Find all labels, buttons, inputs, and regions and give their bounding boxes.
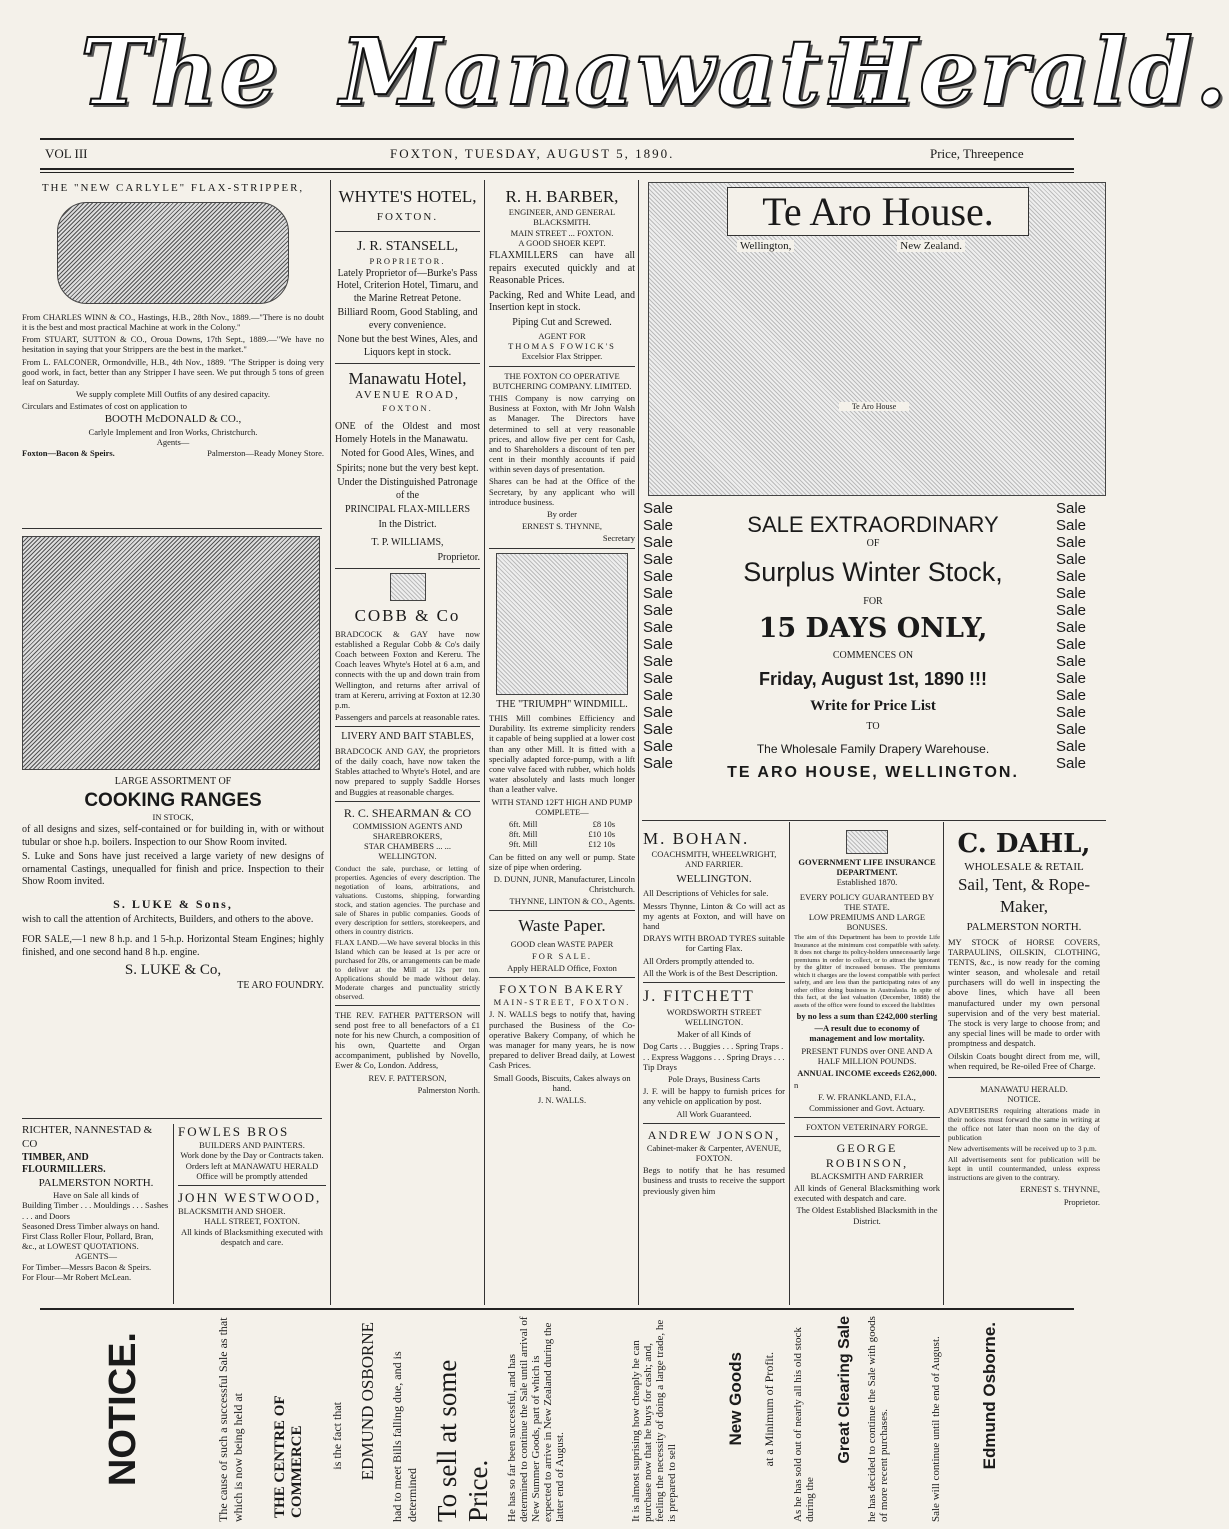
shearman-text: Conduct the sale, purchase, or letting of properties. Agencies of every description. The negotiation of loans, arbitrations, and valuations. Customs, shipping, forwarding stock, and station agencies. The purchase and sale of Shares in public companies. Goods of every description for settlers, storekeepers, and others in country districts. (335, 863, 480, 936)
barber-packing: Packing, Red and White Lead, and Insertion kept in stock. (489, 289, 635, 313)
windmill-fitted: Can be fitted on any well or pump. State size of pipe when ordering. (489, 851, 635, 872)
whytes-foxton: FOXTON. (376, 211, 439, 224)
fowles-sub: BUILDERS AND PAINTERS. (199, 1140, 305, 1151)
luke-castings-text: S. Luke and Sons have just received a large variety of new designs of ornamental Castings, unequalled for finish and price. Inspection to their Show Room invited. (22, 851, 324, 888)
richter-building: Building Timber . . . Mouldings . . . Sashes . . . and Doors (22, 1200, 169, 1221)
richter-seasoned: Seasoned Dress Timber always on hand. (22, 1220, 160, 1231)
sale-of: OF (866, 538, 880, 549)
fowles-work: Work done by the Day or Contracts taken. (180, 1150, 324, 1161)
bohan-place: WELLINGTON. (676, 872, 752, 885)
divider (335, 363, 480, 364)
cobb-title: COBB & Co (354, 606, 461, 626)
divider (173, 1124, 174, 1304)
dahl-oilskin: Oilskin Coats bought direct from me, will, when required, be Re-oiled Free of Charge. (948, 1050, 1100, 1071)
price: Price, Threepence (930, 146, 1024, 161)
wholesale-warehouse: The Wholesale Family Drapery Warehouse. (756, 742, 990, 756)
cooking-ranges-title: COOKING RANGES (84, 789, 262, 811)
richter-agent-flour: For Flour—Mr Robert McLean. (22, 1271, 132, 1282)
waste-paper-title: Waste Paper. (518, 916, 606, 936)
fitchett-pole: Pole Drays, Business Carts (667, 1074, 761, 1084)
notice-all-ads: All advertisements sent for publication will be kept in until countermanded, unless express instructions are given to the contrary. (948, 1155, 1100, 1183)
fifteen-days-only: 15 DAYS ONLY, (758, 613, 988, 644)
manawatu-foxton: FOXTON. (382, 403, 433, 414)
manawatu-noted: Noted for Good Ales, Wines, and (340, 448, 474, 460)
column-rule (484, 180, 485, 1305)
osborne-continue: Sale will continue until the end of August. (930, 1336, 942, 1522)
williams-proprietor: Proprietor. (437, 551, 480, 563)
richter-ad (22, 1124, 170, 1304)
bohan-drays: DRAYS WITH BROAD TYRES suitable for Carting Flax. (643, 933, 785, 954)
manawatu-patronage: Under the Distinguished Patronage of the (337, 477, 478, 501)
sale-extraordinary-ad (690, 512, 1056, 782)
windmill-text: THIS Mill combines Efficiency and Durability. Its extreme simplicity renders it capable of being supplied at a lower cost than any other Mill. It is fitted with a specially adapted force-pump, with a lift cone valve faced with rubber, which holds water absolutely and lasts much longer than a leather valve. (489, 713, 635, 795)
osborne-cause: The cause of such a successful Sale as that which is now being held at (216, 1317, 245, 1522)
te-aro-title: Te Aro House. (727, 187, 1029, 236)
shearman-addr: STAR CHAMBERS ... ... WELLINGTON. (364, 841, 451, 862)
stansell-lately: Lately Proprietor of—Burke's Pass Hotel, Criterion Hotel, Timaru, and the Marine Retreat Petone. (336, 267, 479, 304)
divider (335, 231, 480, 232)
manawatu-spirits: Spirits; none but the very best kept. (336, 462, 479, 474)
column-2 (335, 186, 480, 1304)
patterson-place: Palmerston North. (417, 1084, 480, 1095)
agents-label: Agents— (156, 437, 190, 448)
cobb-passengers: Passengers and parcels at reasonable rates. (335, 712, 480, 723)
divider (335, 1005, 480, 1006)
osborne-bills: had to meet Bills falling due, and is determined (390, 1351, 419, 1522)
manawatu-hotel: Manawatu Hotel, (348, 369, 467, 389)
vet-forge: FOXTON VETERINARY FORGE. (806, 1121, 928, 1132)
te-aro-nz: New Zealand. (897, 240, 965, 252)
robinson-oldest: The Oldest Established Blacksmith in the District. (796, 1205, 938, 1226)
te-aro-house-engraving (648, 182, 1106, 496)
westwood-street: HALL STREET, FOXTON. (204, 1216, 300, 1227)
column-rule (638, 180, 639, 1305)
te-aro-sign: Te Aro House (839, 402, 909, 411)
masthead-word-manawatu: Manawatu (340, 18, 893, 126)
dahl-sail: Sail, Tent, & Rope-Maker, (957, 875, 1091, 916)
divider (948, 1077, 1100, 1078)
commences-on: COMMENCES ON (832, 650, 914, 661)
osborne-minimum: at a Minimum of Profit. (762, 1352, 776, 1467)
te-aro-footer: TE ARO HOUSE, WELLINGTON. (727, 764, 1019, 781)
notice-title: NOTICE. (1007, 1094, 1041, 1105)
richter-hand: Have on Sale all kinds of (53, 1190, 139, 1201)
agent-foxton: Foxton—Bacon & Speirs. (22, 447, 115, 458)
testimonial: From CHARLES WINN & CO., Hastings, H.B., 28th Nov., 1889.—"There is no doubt it is the best and most practical Machine at work in the Colony." (22, 311, 324, 332)
fowles-westwood-ads (178, 1124, 326, 1304)
barber-shoer: A GOOD SHOER KEPT. (518, 237, 606, 248)
dateline-rule-bottom (40, 172, 1074, 173)
fowles-name: FOWLES BROS (178, 1124, 290, 1139)
jonson-name: ANDREW JONSON, (647, 1127, 781, 1142)
govt-established: Established 1870. (836, 877, 898, 888)
osborne-sell: To sell at some Price. (432, 1359, 493, 1522)
avenue-road: AVENUE ROAD, (355, 389, 460, 402)
windmill-title: THE "TRIUMPH" WINDMILL. (496, 698, 628, 710)
booth-mcdonald: BOOTH McDONALD & CO., (104, 413, 242, 426)
column-6-lower (948, 828, 1100, 1304)
bohan-orders: All Orders promptly attended to. (643, 955, 755, 966)
te-aro-wellington: Wellington, (737, 240, 794, 252)
bakery-small-goods: Small Goods, Biscuits, Cakes always on hand. (493, 1072, 631, 1093)
westwood-name: JOHN WESTWOOD, (178, 1190, 322, 1205)
livery-text: BRADCOCK AND GAY, the proprietors of the daily coach, have now taken the Stables attached to Whyte's Hotel, and are now prepared to supply Saddle Horses and Buggies at reasonable charges. (335, 745, 480, 797)
carlyle-ad (22, 182, 324, 522)
divider (335, 726, 480, 727)
divider (22, 1118, 322, 1119)
barber-piping: Piping Cut and Screwed. (512, 316, 612, 328)
osborne-notice: NOTICE. (102, 1332, 144, 1487)
circulars: Circulars and Estimates of cost on application to (22, 401, 188, 412)
sale-to: TO (866, 721, 880, 732)
fitchett-maker: Maker of all Kinds of (677, 1029, 751, 1040)
bakery-street: MAIN-STREET, FOXTON. (493, 997, 631, 1008)
cooking-ranges-ad (22, 536, 324, 1016)
shearman-flax-land: FLAX LAND.—We have several blocks in this Island which can be leased at 1s per acre or purchased for 20s, or arrangements can be made to deliver at the Mill at 12s per ton. Applications should be made without delay. Moderate charges and punctuality strictly observed. (335, 937, 480, 1001)
osborne-new-goods: New Goods (726, 1352, 745, 1446)
stansell-proprietor: PROPRIETOR. (369, 255, 446, 266)
robinson-sub: BLACKSMITH AND FARRIER (810, 1170, 924, 1181)
masthead (0, 10, 1229, 140)
osborne-centre: THE CENTRE OF COMMERCE (272, 1396, 305, 1518)
govt-low: LOW PREMIUMS AND LARGE BONUSES. (808, 911, 926, 933)
crest-icon (846, 830, 888, 854)
osborne-clearing: Great Clearing Sale (836, 1316, 853, 1464)
masthead-word-the: The (80, 18, 280, 126)
bakery-title: FOXTON BAKERY (498, 982, 626, 997)
shearman-sub: COMMISSION AGENTS AND SHAREBROKERS, (352, 820, 463, 841)
coop-text: THIS Company is now carrying on Business at Foxton, with Mr John Walsh as Manager. The Directors have determined to sell at very reasonable prices, and allow five per cent for Cash, and to Shareholders a discount of ten per cent in their monthly accounts if paid within seven days of presentation. (489, 392, 635, 475)
richter-name: RICHTER, NANNESTAD & CO (22, 1124, 153, 1150)
divider (335, 801, 480, 802)
masthead-rule (40, 138, 1074, 140)
richter-flour: First Class Roller Flour, Pollard, Bran, &c., at LOWEST QUOTATIONS. (22, 1231, 154, 1252)
richter-place: PALMERSTON NORTH. (38, 1176, 154, 1189)
testimonial: From STUART, SUTTON & CO., Oroua Downs, 17th Sept., 1889.—"We have no hesitation in saying that your Strippers are the best in the market." (22, 334, 324, 355)
windmill-price-row: 9ft. Mill £12 10s (509, 839, 615, 850)
write-for-price-list: Write for Price List (810, 698, 936, 714)
ranges-text: of all designs and sizes, self-contained or for building in, with or without tubular or shoe h.p. boilers. Inspection to our Show Room invited. (22, 824, 324, 848)
divider (178, 1185, 326, 1186)
notice-proprietor: Proprietor. (1063, 1196, 1100, 1207)
coop-title: THE FOXTON CO OPERATIVE BUTCHERING COMPANY. LIMITED. (492, 370, 632, 391)
notice-text: ADVERTISERS requiring alterations made in their notices must forward the same in writing at the office not later than noon on the day of publication (948, 1106, 1100, 1143)
coop-thynne: ERNEST S. THYNNE, (522, 521, 602, 532)
coat-of-arms-icon (390, 573, 426, 601)
divider (794, 1136, 940, 1137)
dahl-name: C. DAHL, (957, 829, 1091, 859)
surplus-winter-stock: Surplus Winter Stock, (743, 557, 1003, 587)
patterson-text: THE REV. FATHER PATTERSON will send post free to all benefactors of a £1 note for his new Church, a composition of his own, Quartette and Organ accompaniment, published by Novello, Ewer & Co, London. Address, (335, 1009, 480, 1071)
fitchett-items: Dog Carts . . . Buggies . . . Spring Traps . . . Express Waggons . . . Spring Drays . . . Tip Drays (643, 1041, 785, 1072)
govt-present: PRESENT FUNDS over ONE AND A HALF MILLION POUNDS. (801, 1045, 933, 1066)
windmill-price-row: 8ft. Mill £10 10s (509, 829, 615, 840)
dahl-text: MY STOCK of HORSE COVERS, TARPAULINS, OILSKIN, CLOTHING, TENTS, &c., is now ready for the coming winter season, and wholesale and retail purchasers will do well in inspecting the above lines, which have all been manufactured under my own personal supervision and of the very best material. The stock is very large to choose from; and any special lines will be made to order with promptness and despatch. (948, 936, 1100, 1049)
bohan-name: M. BOHAN. (643, 829, 750, 848)
carlyle-title: THE "NEW CARLYLE" FLAX-STRIPPER, (41, 182, 305, 194)
osborne-decided: he has decided to continue the Sale with goods of more recent purchases. (866, 1316, 890, 1522)
te-aro-foundry: TE ARO FOUNDRY. (237, 980, 324, 992)
shearman-name: R. C. SHEARMAN & CO (343, 805, 472, 820)
mill-outfits: We supply complete Mill Outfits of any desired capacity. (76, 389, 270, 400)
fowles-orders: Orders left at MANAWATU HERALD Office will be promptly attended (185, 1160, 319, 1181)
govt-n: n (794, 1080, 799, 1091)
richter-agents: AGENTS— (74, 1251, 118, 1262)
stansell-billiard: Billiard Room, Good Stabling, and every convenience. (337, 307, 478, 331)
column-rule (330, 180, 331, 1305)
robinson-text: All kinds of General Blacksmithing work executed with despatch and care. (794, 1183, 940, 1204)
fitchett-text: J. F. will be happy to furnish prices for any vehicle on application by post. (643, 1086, 785, 1107)
windmill-engraving (496, 553, 628, 695)
kitchen-range-engraving (22, 536, 320, 770)
divider (643, 1123, 785, 1124)
osborne-fact: is the fact that (330, 1402, 344, 1470)
stansell-wines: None but the best Wines, Ales, and Liquors kept in stock. (337, 334, 478, 358)
fitchett-guaranteed: All Work Guaranteed. (676, 1108, 752, 1119)
booth-sub: Carlyle Implement and Iron Works, Christchurch. (88, 427, 258, 438)
column-rule (943, 822, 944, 1305)
dateline-rule-top (40, 168, 1074, 170)
waste-paper-apply: Apply HERALD Office, Foxton (507, 963, 617, 974)
windmill-stand: WITH STAND 12FT HIGH AND PUMP COMPLETE— (491, 796, 633, 817)
column-rule (789, 822, 790, 1305)
luke-wish: wish to call the attention of Architects, Builders, and others to the above. (22, 913, 314, 925)
manawatu-oldest: ONE of the Oldest and most Homely Hotels in the Manawatu. (335, 421, 480, 445)
notice-sig: ERNEST S. THYNNE, (1020, 1184, 1100, 1195)
dahl-sub: WHOLESALE & RETAIL (964, 860, 1084, 873)
manawatu-principal: PRINCIPAL FLAX-MILLERS (344, 504, 471, 516)
divider (22, 528, 322, 529)
bohan-vehicles: All Descriptions of Vehicles for sale. (643, 888, 769, 899)
flax-stripper-engraving (57, 202, 289, 304)
barber-excelsior: Excelsior Flax Stripper. (521, 351, 603, 362)
divider (794, 1117, 940, 1118)
bohan-messrs: Messrs Thynne, Linton & Co will act as my agents at Foxton, and will have on hand (643, 900, 785, 931)
sale-column-right: Sale Sale Sale Sale Sale Sale Sale Sale Sale Sale Sale Sale Sale Sale Sale Sale (1056, 500, 1087, 772)
column-4-lower (643, 828, 785, 1304)
govt-title: GOVERNMENT LIFE INSURANCE DEPARTMENT. (798, 857, 936, 878)
column-5-lower (794, 830, 940, 1304)
coop-by-order: By order (547, 509, 577, 519)
masthead-word-herald: Herald. (830, 18, 1229, 126)
divider (489, 548, 635, 549)
govt-less: by no less a sum than £242,000 sterling (796, 1011, 938, 1021)
barber-sub: ENGINEER, AND GENERAL BLACKSMITH. (508, 207, 616, 228)
osborne-signature: Edmund Osborne. (980, 1322, 999, 1470)
manawatu-district: In the District. (378, 518, 437, 530)
bohan-sub: COACHSMITH, WHEELWRIGHT, AND FARRIER. (651, 849, 777, 870)
fitchett-name: J. FITCHETT (643, 987, 755, 1005)
bakery-text: J. N. WALLS begs to notify that, having purchased the Business of the Co-operative Bakery Company, of which he was manager for many years, he is now prepared to deliver Bread daily, at Lowest Cash Prices. (489, 1009, 635, 1071)
whytes-hotel: WHYTE'S HOTEL, (338, 187, 477, 206)
cobb-text: BRADCOCK & GAY have now established a Regular Cobb & Co's daily Coach between Foxton and Kereru. The Coach leaves Whyte's Hotel at 6 a.m, and connects with the up and down train from Wellington, and returns after arrival of tram at Kereru, arriving at Foxton at 12.30 p.m. (335, 628, 480, 710)
govt-result: —A result due to economy of management and low mortality. (809, 1023, 925, 1044)
westwood-text: All kinds of Blacksmithing executed with despatch and care. (181, 1226, 323, 1247)
coop-shares: Shares can be had at the Office of the Secretary, by any applicant who will introduce business. (489, 476, 635, 507)
divider (489, 366, 635, 367)
waste-paper-good: GOOD clean WASTE PAPER (510, 938, 614, 949)
sale-extraordinary: SALE EXTRAORDINARY (747, 512, 999, 537)
govt-every: EVERY POLICY GUARANTEED BY THE STATE. (799, 891, 935, 912)
testimonial: From L. FALCONER, Ormondville, H.B., 4th Nov., 1889. "The Stripper is doing very good work, in fact, better than any Stripper I have seen. We put through 5 tons of green leaf on Saturday. (22, 356, 324, 387)
divider (642, 820, 1106, 821)
windmill-dunn: D. DUNN, JUNR, Manufacturer, Lincoln Christchurch. (493, 873, 635, 895)
bottom-ad-rule (40, 1308, 1074, 1310)
govt-frankland: F. W. FRANKLAND, F.I.A., Commissioner and Govt. Actuary. (809, 1092, 925, 1113)
bohan-work: All the Work is of the Best Description. (643, 967, 778, 978)
date-line: FOXTON, TUESDAY, AUGUST 5, 1890. (390, 146, 675, 161)
jonson-text: Begs to notify that he has resumed business and trusts to receive the support previously given him (643, 1165, 785, 1196)
notice-new-ads: New advertisements will be received up to 3 p.m. (948, 1144, 1097, 1154)
bakery-walls: J. N. WALLS. (537, 1094, 587, 1105)
patterson-sig: REV. F. PATTERSON, (368, 1072, 447, 1083)
volume: VOL III (45, 146, 88, 161)
fitchett-street: WORDSWORTH STREET WELLINGTON. (666, 1006, 762, 1028)
in-stock: IN STOCK, (152, 812, 194, 823)
sale-column-left: Sale Sale Sale Sale Sale Sale Sale Sale Sale Sale Sale Sale Sale Sale Sale Sale (643, 500, 674, 772)
divider (643, 982, 785, 983)
notice-paper: MANAWATU HERALD. (980, 1083, 1068, 1094)
barber-agent-for: AGENT FOR (538, 331, 586, 341)
livery-title: LIVERY AND BAIT STABLES, (341, 731, 474, 743)
divider (489, 910, 635, 911)
column-3 (489, 186, 635, 1304)
osborne-sold-out: As he has sold out of nearly all his old stock during the (792, 1327, 816, 1522)
osborne-ad (40, 1312, 1080, 1526)
richter-agent-timber: For Timber—Messrs Bacon & Speirs. (22, 1261, 152, 1272)
coop-secretary: Secretary (602, 533, 635, 544)
engines-for-sale: FOR SALE,—1 new 8 h.p. and 1 5-h.p. Horizontal Steam Engines; highly finished, and one second hand 8 h.p. engine. (22, 934, 324, 958)
agent-palmerston: Palmerston—Ready Money Store. (207, 447, 324, 458)
waste-paper-for-sale: FOR SALE. (531, 950, 593, 961)
barber-flax: FLAXMILLERS can have all repairs executed quickly and at Reasonable Prices. (489, 250, 635, 286)
divider (489, 977, 635, 978)
osborne-surprising: It is almost suprising how cheaply he can purchase now that he buys for cash; and, feeling the necessity of doing a large trade, he is prepared to sell (630, 1319, 678, 1522)
friday-date: Friday, August 1st, 1890 !!! (758, 669, 988, 689)
large-assortment: LARGE ASSORTMENT OF (114, 776, 232, 787)
govt-text: The aim of this Department has been to provide Life Insurance at the minimum cost compatible with safety. It does not charge its policy-holders unnecessarily large premiums in order to collect, or to attract the ignorant by the glitter of increased bonuses. The premiums which it charges are the lowest compatible with perfect safety, and are less than the participating rates of any other office doing business in Australasia. In spite of this fact, at the last valuation (December, 1888) the assets of the office were found to exceed the liabilities (794, 934, 940, 1009)
barber-name: R. H. BARBER, (505, 187, 619, 206)
stansell-name: J. R. STANSELL, (356, 239, 459, 254)
luke-co: S. LUKE & Co, (124, 962, 222, 979)
osborne-name: EDMUND OSBORNE (358, 1322, 377, 1481)
robinson-name: GEORGE ROBINSON, (825, 1140, 909, 1170)
divider (335, 568, 480, 569)
richter-sub: TIMBER, AND FLOURMILLERS. (22, 1151, 106, 1175)
windmill-agents: THYNNE, LINTON & CO., Agents. (509, 896, 635, 907)
barber-addr: MAIN STREET ... FOXTON. (510, 227, 614, 238)
westwood-sub: BLACKSMITH AND SHOER. (178, 1206, 286, 1217)
luke-sons-title: S. LUKE & Sons, (113, 896, 233, 911)
windmill-price-row: 6ft. Mill £8 10s (509, 818, 615, 829)
govt-annual: ANNUAL INCOME exceeds £262,000. (797, 1067, 937, 1078)
dahl-place: PALMERSTON NORTH. (966, 920, 1082, 933)
sale-for: FOR (863, 596, 883, 607)
barber-fowick: THOMAS FOWICK'S (508, 341, 616, 352)
osborne-success: He has so far been successful, and has determined to continue the Sale until arrival of New Summer Goods, part of which is expected to arrive in New Zealand during the latter end of August. (506, 1316, 566, 1522)
williams-name: T. P. WILLIAMS, (371, 537, 444, 549)
jonson-sub: Cabinet-maker & Carpenter, AVENUE, FOXTON. (646, 1142, 782, 1163)
